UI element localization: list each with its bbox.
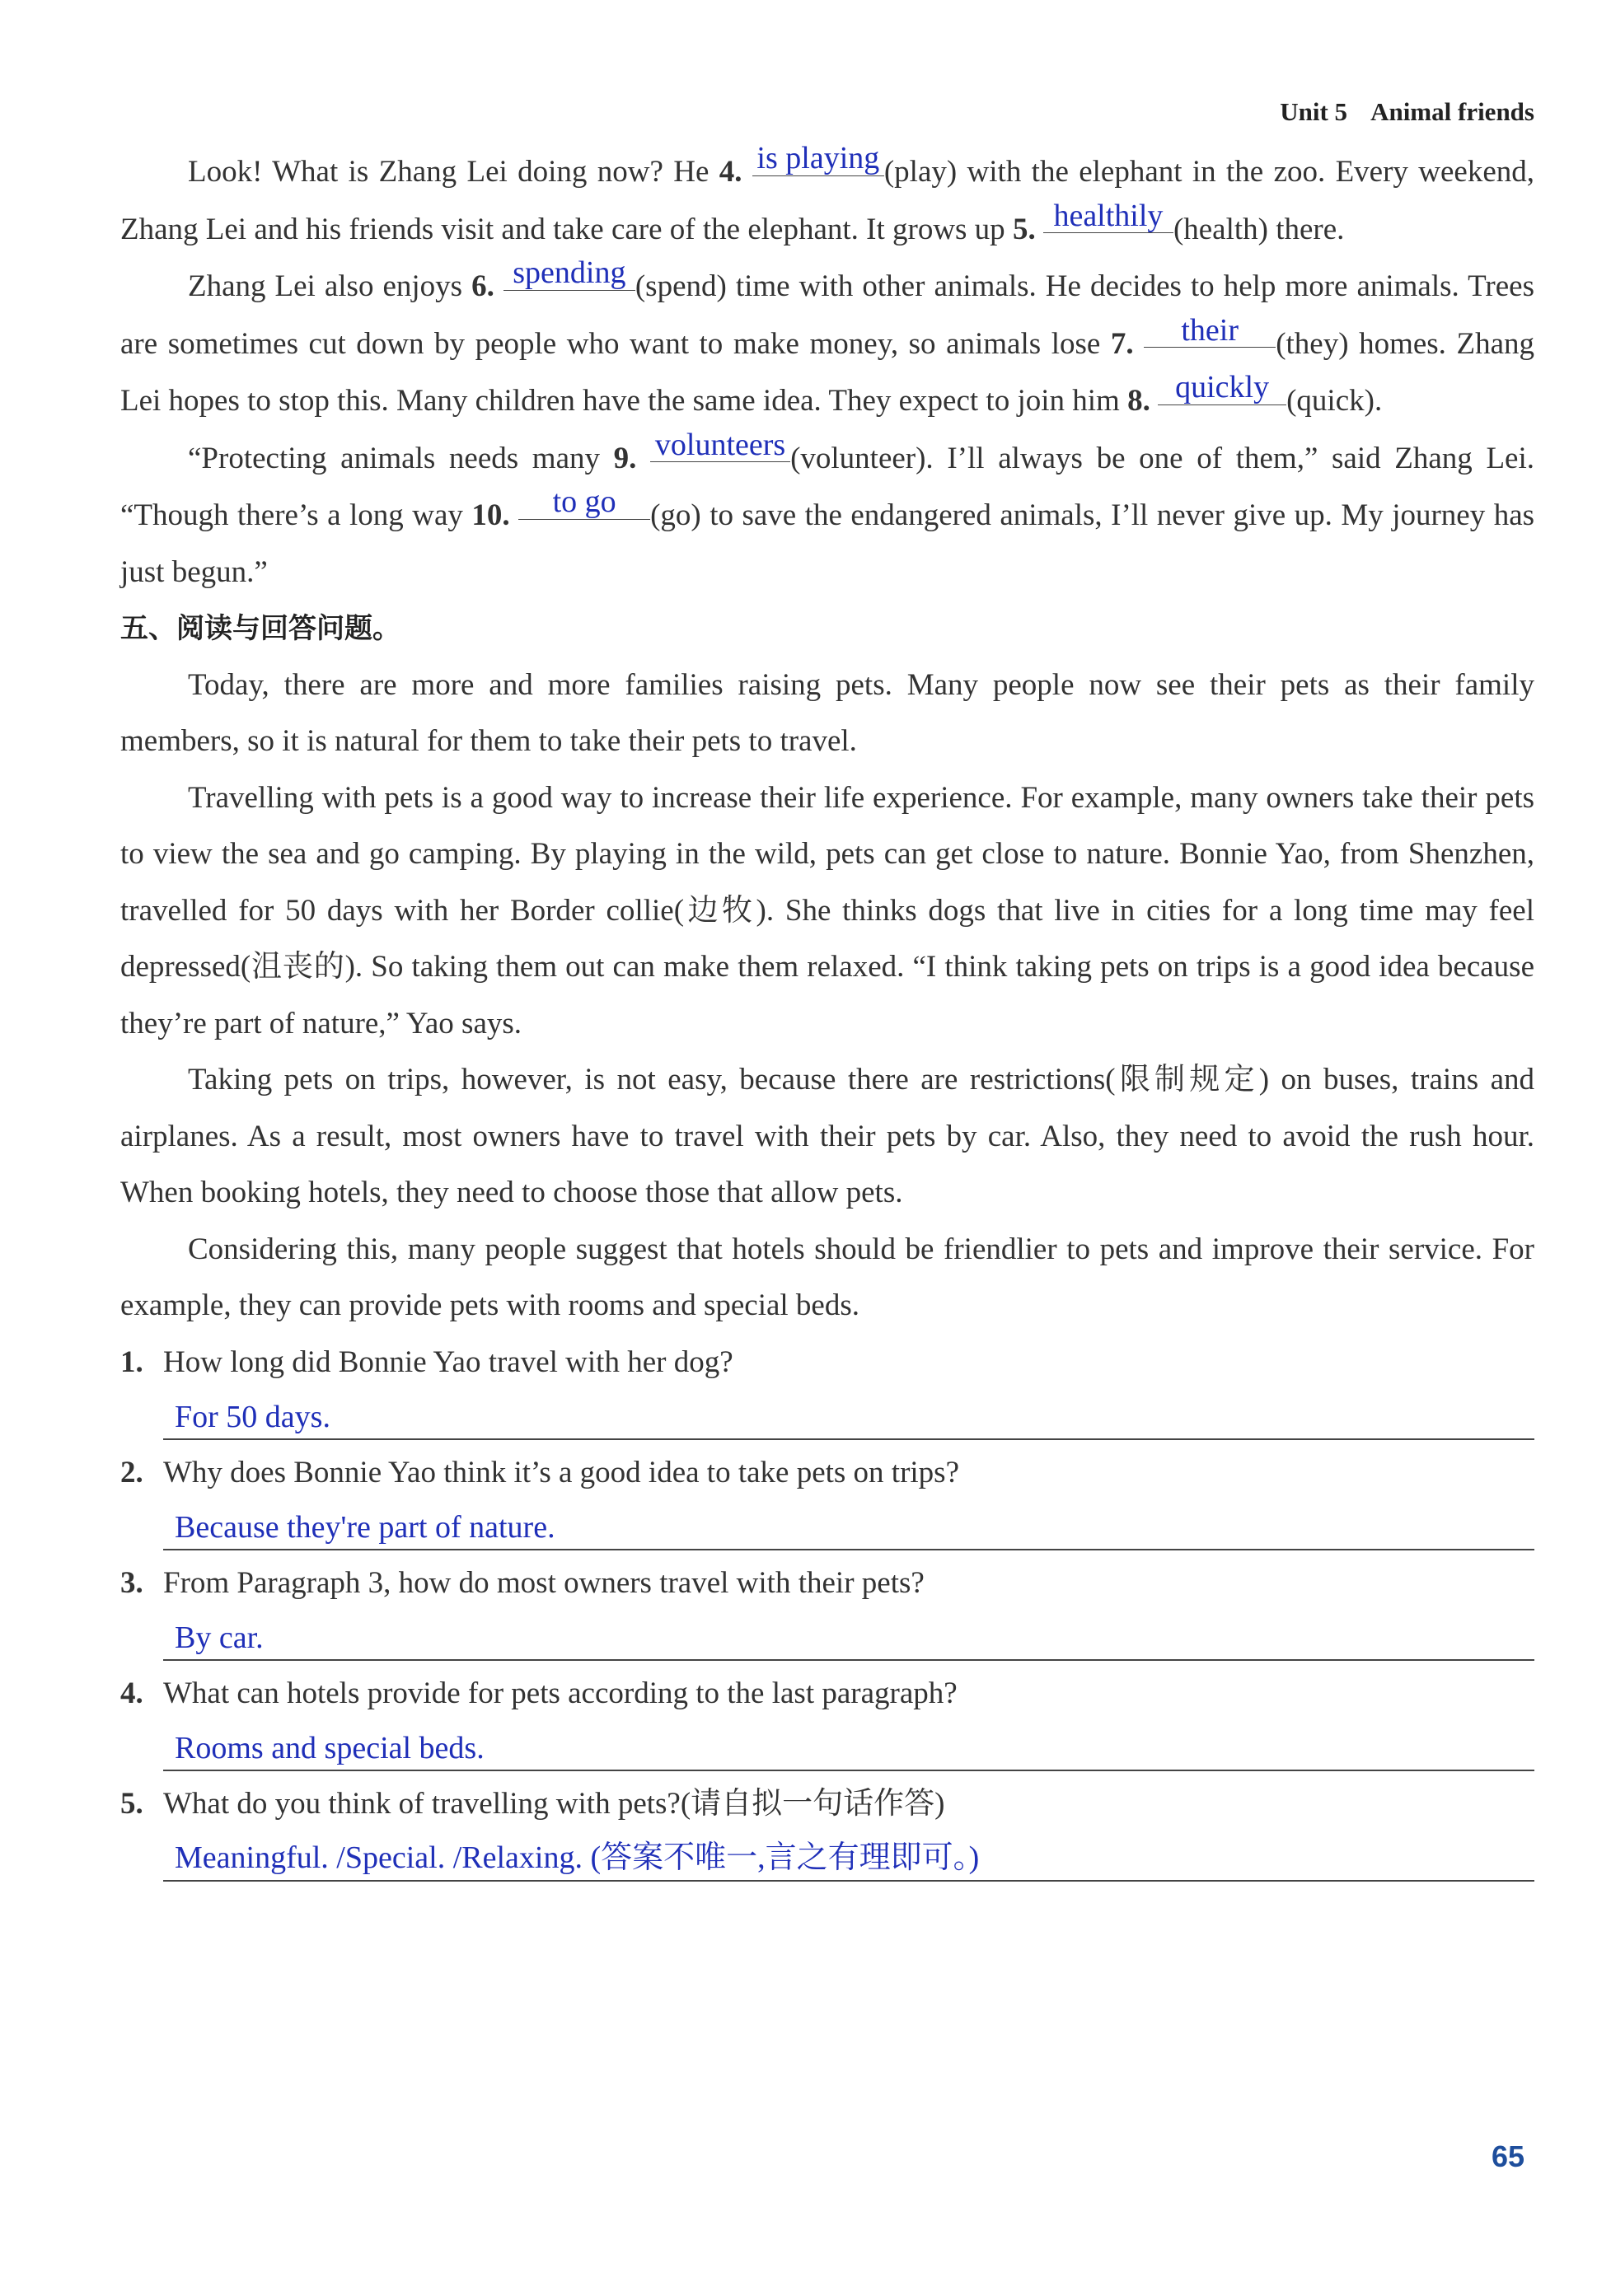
answer-line[interactable]	[163, 1715, 1534, 1771]
blank-number-7: 7.	[1110, 326, 1134, 361]
blank-number-5: 5.	[1012, 212, 1036, 246]
answer-text: For 50 days.	[175, 1399, 330, 1434]
passage-paragraph-1: Look! What is Zhang Lei doing now? He 4. is playing (play) with the elephant in the zoo. Every weekend, Zhang Lei and his friends visit and take care of the elephant. It grows up 5. healthily (health) there.	[120, 141, 1535, 246]
answer-text: Rooms and special beds.	[175, 1730, 485, 1765]
answer-line[interactable]	[163, 1605, 1534, 1661]
answer-line[interactable]	[163, 1826, 1534, 1882]
blank-number-4: 4.	[719, 155, 742, 189]
question-text: Why does Bonnie Yao think it’s a good idea to take pets on trips?	[163, 1455, 959, 1489]
blank-8[interactable]	[1158, 372, 1286, 405]
passage-paragraph-2: Zhang Lei also enjoys 6. spending (spend) time with other animals. He decides to help more animals. Trees are sometimes cut down by people who want to make money, so animals lose 7. their (they) homes. Zhang Lei hopes to stop this. Many children have the same idea. They expect to join him 8. quickly (quick).	[120, 255, 1535, 418]
answer-text: By car.	[175, 1620, 264, 1655]
question-item-4	[120, 1666, 1534, 1771]
passage-paragraph-3: “Protecting animals needs many 9. volunteers (volunteer). I’ll always be one of them,” said Zhang Lei. “Though there’s a long way 10. to go (go) to save the endangered animals, I’ll never give up. My journey has just begun.”	[120, 427, 1535, 589]
blank-number-9: 9.	[613, 441, 637, 475]
question-list	[120, 1335, 1534, 1882]
blank-number-6: 6.	[471, 269, 494, 303]
blank-7[interactable]	[1144, 312, 1276, 348]
reading-paragraph-1: Today, there are more and more families raising pets. Many people now see their pets as their family members, so it is natural for them to take their pets to travel.	[120, 667, 1534, 758]
answer-6: spending	[513, 255, 626, 290]
answer-7: their	[1181, 312, 1239, 348]
section-title: 五、阅读与回答问题。	[120, 612, 400, 645]
question-number: 4.	[120, 1676, 143, 1710]
blank-6[interactable]	[503, 255, 635, 291]
page-content	[120, 143, 1534, 1887]
reading-paragraph-2: Travelling with pets is a good way to increase their life experience. For example, many owners take their pets to view the sea and go camping. By playing in the wild, pets can get close to nature. Bonnie Yao, from Shenzhen, travelled for 50 days with her Border collie(边牧). She thinks dogs that live in cities for a long time may feel depressed(沮丧的). So taking them out can make them relaxed. “I think taking pets on trips is a good idea because they’re part of nature,” Yao says.	[120, 780, 1534, 1040]
reading-paragraph-3: Taking pets on trips, however, is not easy, because there are restrictions(限制规定) on buses, trains and airplanes. As a result, most owners have to travel with their pets by car. Also, they need to avoid the rush hour. When booking hotels, they need to choose those that allow pets.	[120, 1063, 1534, 1209]
question-number: 2.	[120, 1455, 143, 1489]
unit-title: Animal friends	[1370, 97, 1534, 126]
answer-8: quickly	[1175, 370, 1270, 404]
answer-line[interactable]	[163, 1384, 1534, 1440]
answer-10: to go	[552, 484, 616, 519]
blank-number-8: 8.	[1127, 384, 1150, 418]
question-item-1	[120, 1335, 1534, 1440]
question-number: 3.	[120, 1565, 143, 1600]
question-text: What do you think of travelling with pets?(请自拟一句话作答)	[163, 1786, 945, 1821]
question-text: What can hotels provide for pets according to the last paragraph?	[163, 1676, 958, 1710]
answer-text: Meaningful. /Special. /Relaxing. (答案不唯一,言之有理即可。)	[175, 1840, 980, 1875]
blank-number-10: 10.	[471, 498, 510, 532]
answer-4: is playing	[756, 141, 880, 175]
answer-9: volunteers	[654, 427, 786, 462]
question-number: 1.	[120, 1344, 143, 1379]
question-item-3	[120, 1555, 1534, 1661]
question-item-2	[120, 1445, 1534, 1550]
blank-10[interactable]	[518, 484, 650, 520]
blank-4[interactable]	[752, 143, 884, 176]
unit-label: Unit 5	[1280, 97, 1348, 126]
answer-text: Because they're part of nature.	[175, 1509, 555, 1545]
question-item-5	[120, 1776, 1534, 1882]
page-header	[1280, 97, 1534, 127]
answer-line[interactable]	[163, 1494, 1534, 1550]
blank-5[interactable]	[1043, 198, 1173, 234]
question-number: 5.	[120, 1786, 143, 1821]
reading-paragraph-4: Considering this, many people suggest that hotels should be friendlier to pets and improve their service. For example, they can provide pets with rooms and special beds.	[120, 1232, 1534, 1322]
blank-9[interactable]	[650, 427, 790, 463]
answer-5: healthily	[1053, 198, 1164, 233]
question-text: How long did Bonnie Yao travel with her dog?	[163, 1344, 733, 1379]
question-text: From Paragraph 3, how do most owners travel with their pets?	[163, 1565, 925, 1600]
page-number: 65	[1492, 2139, 1525, 2173]
